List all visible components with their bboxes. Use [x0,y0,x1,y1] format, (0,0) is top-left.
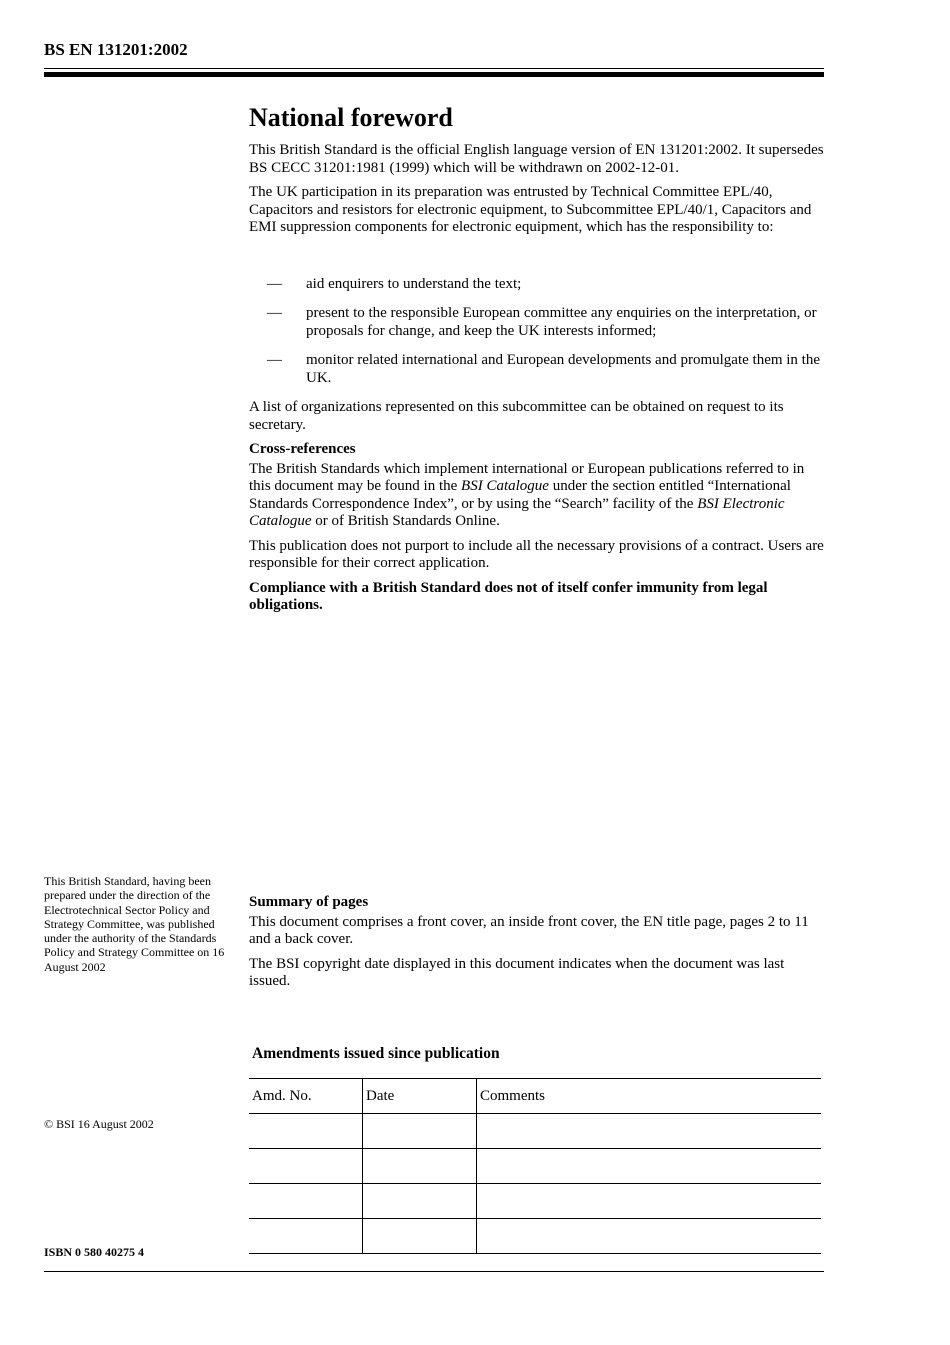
summary-paragraph-2: The BSI copyright date displayed in this document indicates when the document was last issued. [249,955,785,989]
cross-references-heading: Cross-references [249,441,356,457]
dash-marker: — [267,275,282,292]
bsi-catalogue-title: BSI Catalogue [461,478,549,494]
table-row [249,1219,821,1254]
foreword-paragraph-4: This publication does not purport to include all the necessary provisions of a contract. Users are responsible for their correct application. [249,537,824,571]
bsi-electronic-catalogue-title: BSI Electronic Catalogue [249,495,785,529]
table-row [249,1114,821,1149]
responsibility-list [249,276,827,388]
table-row [249,1149,821,1184]
copyright-note: © BSI 16 August 2002 [44,1117,154,1131]
summary-heading: Summary of pages [249,894,369,910]
list-item: — monitor related international and European developments and promulgate them in the UK. [267,352,821,386]
header-rule-thin [44,68,824,69]
foreword-paragraph-1: This British Standard is the official English language version of EN 131201:2002. It supersedes BS CECC 31201:1981 (1999) which will be withdrawn on 2002-12-01. [249,142,824,176]
cross-references-paragraph: The British Standards which implement international or European publications referred to in this document may be found in the BSI Catalogue under the section entitled “International Standards Correspondence Index”, or by using the “Search” facility of the BSI Electronic Catalogue or of British Standards Online. [249,460,805,529]
table-header-row [249,1079,821,1114]
page-title: National foreword [249,103,453,132]
list-item: — aid enquirers to understand the text; [267,275,522,292]
list-item: — present to the responsible European committee any enquiries on the interpretation, or proposals for change, and keep the UK interests informed; [267,305,817,339]
foreword-paragraph-2: The UK participation in its preparation was entrusted by Technical Committee EPL/40, Capacitors and resistors for electronic equipment, to Subcommittee EPL/40/1, Capacitors and EMI suppression components for electronic equipment, which has the responsibility to: [249,184,812,235]
amendments-table [249,1078,821,1254]
foreword-section [249,103,827,622]
compliance-statement: Compliance with a British Standard does not of itself confer immunity from legal obligations. [249,579,768,613]
authority-note: This British Standard, having been prepared under the direction of the Electrotechnical Sector Policy and Strategy Committee, was published under the authority of the Standards Policy and Strategy Committee on 16 August 2002 [44,874,225,974]
isbn: ISBN 0 580 40275 4 [44,1245,145,1259]
summary-paragraph-1: This document comprises a front cover, an inside front cover, the EN title page, pages 2 to 11 and a back cover. [249,913,809,947]
table-row [249,1184,821,1219]
column-header-comments: Comments [477,1079,822,1114]
amendments-title: Amendments issued since publication [252,1045,500,1062]
column-header-amd-no: Amd. No. [249,1079,363,1114]
foreword-paragraph-3: A list of organizations represented on this subcommittee can be obtained on request to its secretary. [249,399,784,433]
header-rule-thick [44,72,824,77]
footer-rule [44,1271,824,1272]
document-code: BS EN 131201:2002 [44,40,188,59]
column-header-date: Date [363,1079,477,1114]
dash-marker: — [267,352,282,368]
summary-section [249,894,827,998]
dash-marker: — [267,305,282,321]
